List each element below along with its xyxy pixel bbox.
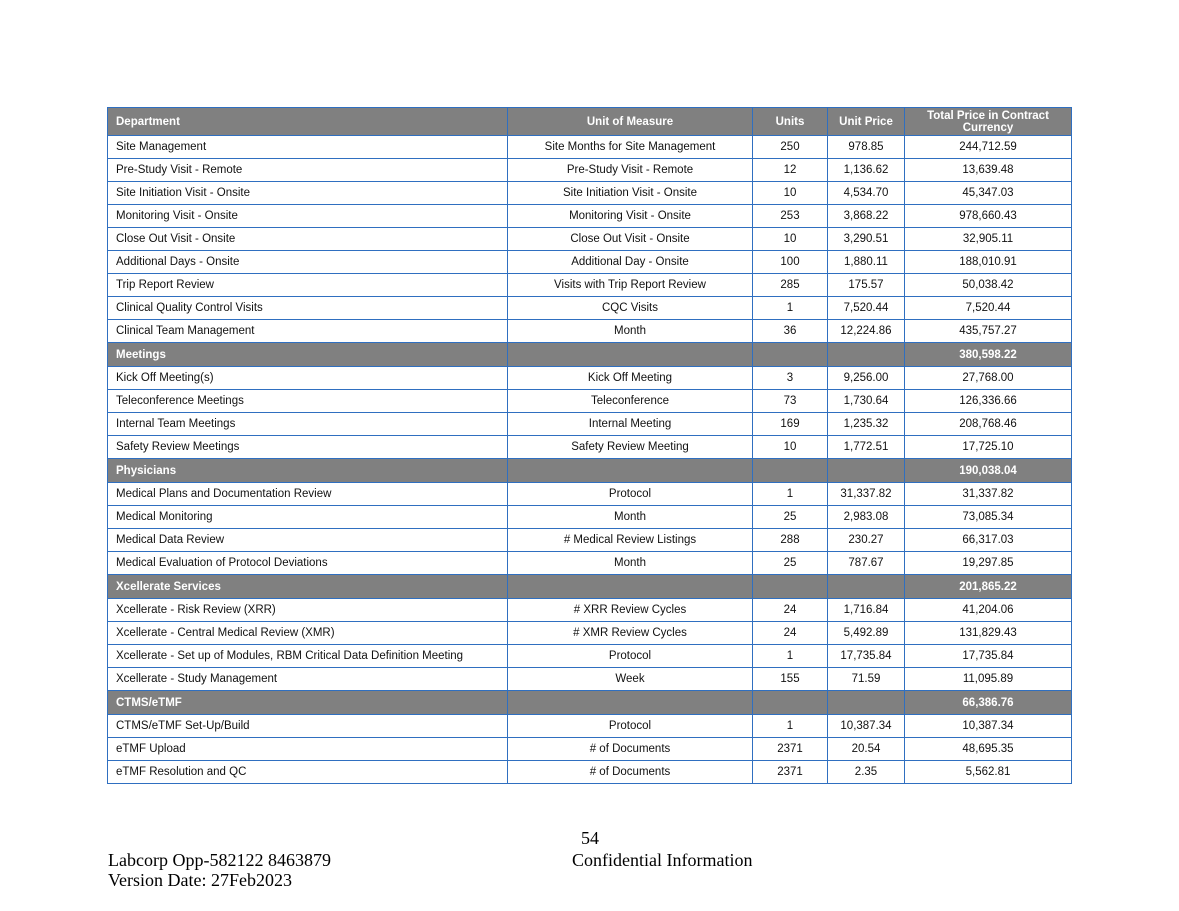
cell-unit-price: 1,880.11 xyxy=(828,251,905,274)
table-row xyxy=(108,205,1072,228)
cell-units: 100 xyxy=(753,251,828,274)
cell-department: Internal Team Meetings xyxy=(108,413,508,436)
cell-department: Xcellerate - Set up of Modules, RBM Critical Data Definition Meeting xyxy=(108,645,508,668)
cell-department: CTMS/eTMF xyxy=(108,691,508,715)
table-row xyxy=(108,136,1072,159)
cell-total-price: 50,038.42 xyxy=(905,274,1072,297)
cell-unit-of-measure: Monitoring Visit - Onsite xyxy=(508,205,753,228)
cell-units: 25 xyxy=(753,506,828,529)
cell-total-price: 17,735.84 xyxy=(905,645,1072,668)
cell-total-price: 188,010.91 xyxy=(905,251,1072,274)
cell-department: Medical Evaluation of Protocol Deviations xyxy=(108,552,508,575)
cell-department: Site Management xyxy=(108,136,508,159)
cell-unit-of-measure: Additional Day - Onsite xyxy=(508,251,753,274)
cell-unit-price: 1,136.62 xyxy=(828,159,905,182)
cell-department: Safety Review Meetings xyxy=(108,436,508,459)
cell-department: eTMF Resolution and QC xyxy=(108,761,508,784)
cell-total-price: 126,336.66 xyxy=(905,390,1072,413)
cell-unit-of-measure: Visits with Trip Report Review xyxy=(508,274,753,297)
table-row xyxy=(108,320,1072,343)
cell-unit-of-measure: # of Documents xyxy=(508,738,753,761)
cell-unit-price: 978.85 xyxy=(828,136,905,159)
cell-department: Physicians xyxy=(108,459,508,483)
cell-total-price: 208,768.46 xyxy=(905,413,1072,436)
cell-unit-of-measure xyxy=(508,343,753,367)
cell-total-price: 7,520.44 xyxy=(905,297,1072,320)
table-header-row xyxy=(108,108,1072,136)
cell-units: 1 xyxy=(753,483,828,506)
cell-unit-of-measure: # of Documents xyxy=(508,761,753,784)
cell-unit-price: 4,534.70 xyxy=(828,182,905,205)
cell-unit-price: 1,772.51 xyxy=(828,436,905,459)
cell-unit-of-measure: Protocol xyxy=(508,483,753,506)
cell-units: 3 xyxy=(753,367,828,390)
cell-department: Site Initiation Visit - Onsite xyxy=(108,182,508,205)
cell-total-price: 5,562.81 xyxy=(905,761,1072,784)
cell-total-price: 190,038.04 xyxy=(905,459,1072,483)
table-row xyxy=(108,413,1072,436)
cell-total-price: 380,598.22 xyxy=(905,343,1072,367)
cell-unit-of-measure xyxy=(508,691,753,715)
cell-total-price: 131,829.43 xyxy=(905,622,1072,645)
cell-department: Medical Plans and Documentation Review xyxy=(108,483,508,506)
cell-unit-price: 2.35 xyxy=(828,761,905,784)
cell-units: 1 xyxy=(753,715,828,738)
cell-units: 2371 xyxy=(753,738,828,761)
header-department: Department xyxy=(108,108,508,136)
table-row xyxy=(108,367,1072,390)
cell-department: Xcellerate - Study Management xyxy=(108,668,508,691)
cell-unit-price: 1,235.32 xyxy=(828,413,905,436)
cell-unit-of-measure: # XMR Review Cycles xyxy=(508,622,753,645)
confidential-label: Confidential Information xyxy=(572,850,753,870)
cell-total-price: 27,768.00 xyxy=(905,367,1072,390)
cell-department: Additional Days - Onsite xyxy=(108,251,508,274)
cell-unit-price: 31,337.82 xyxy=(828,483,905,506)
cell-units: 288 xyxy=(753,529,828,552)
table-row xyxy=(108,159,1072,182)
cell-department: Teleconference Meetings xyxy=(108,390,508,413)
cell-units: 24 xyxy=(753,622,828,645)
cell-units: 12 xyxy=(753,159,828,182)
pricing-table xyxy=(107,107,1072,784)
cell-department: Clinical Quality Control Visits xyxy=(108,297,508,320)
table-row xyxy=(108,552,1072,575)
cell-units: 155 xyxy=(753,668,828,691)
cell-department: Xcellerate - Risk Review (XRR) xyxy=(108,599,508,622)
cell-unit-of-measure xyxy=(508,459,753,483)
cell-department: Xcellerate - Central Medical Review (XMR) xyxy=(108,622,508,645)
cell-total-price: 31,337.82 xyxy=(905,483,1072,506)
table-row xyxy=(108,297,1072,320)
table-body xyxy=(108,136,1072,784)
cell-unit-of-measure: Month xyxy=(508,320,753,343)
cell-unit-of-measure: CQC Visits xyxy=(508,297,753,320)
cell-unit-price: 2,983.08 xyxy=(828,506,905,529)
cell-department: Monitoring Visit - Onsite xyxy=(108,205,508,228)
cell-unit-price: 12,224.86 xyxy=(828,320,905,343)
cell-total-price: 978,660.43 xyxy=(905,205,1072,228)
cell-unit-price: 17,735.84 xyxy=(828,645,905,668)
cell-unit-price: 10,387.34 xyxy=(828,715,905,738)
cell-department: CTMS/eTMF Set-Up/Build xyxy=(108,715,508,738)
table-row xyxy=(108,599,1072,622)
cell-unit-of-measure: Month xyxy=(508,506,753,529)
cell-total-price: 41,204.06 xyxy=(905,599,1072,622)
cell-total-price: 45,347.03 xyxy=(905,182,1072,205)
table-row xyxy=(108,622,1072,645)
header-total-price: Total Price in Contract Currency xyxy=(905,108,1072,136)
cell-department: Medical Data Review xyxy=(108,529,508,552)
cell-unit-of-measure: Week xyxy=(508,668,753,691)
cell-total-price: 244,712.59 xyxy=(905,136,1072,159)
cell-units: 285 xyxy=(753,274,828,297)
table-row xyxy=(108,668,1072,691)
cell-unit-of-measure: Internal Meeting xyxy=(508,413,753,436)
cell-total-price: 48,695.35 xyxy=(905,738,1072,761)
cell-units: 10 xyxy=(753,228,828,251)
cell-total-price: 73,085.34 xyxy=(905,506,1072,529)
table-row xyxy=(108,529,1072,552)
cell-units: 1 xyxy=(753,645,828,668)
cell-unit-price: 230.27 xyxy=(828,529,905,552)
table-row xyxy=(108,274,1072,297)
cell-unit-of-measure: Pre-Study Visit - Remote xyxy=(508,159,753,182)
cell-total-price: 32,905.11 xyxy=(905,228,1072,251)
document-id: Labcorp Opp-582122 8463879 xyxy=(108,850,331,870)
cell-unit-price: 5,492.89 xyxy=(828,622,905,645)
cell-total-price: 17,725.10 xyxy=(905,436,1072,459)
header-unit-of-measure: Unit of Measure xyxy=(508,108,753,136)
cell-department: Clinical Team Management xyxy=(108,320,508,343)
cell-units xyxy=(753,343,828,367)
cell-unit-of-measure: Teleconference xyxy=(508,390,753,413)
cell-units: 253 xyxy=(753,205,828,228)
cell-unit-of-measure: # Medical Review Listings xyxy=(508,529,753,552)
cell-total-price: 201,865.22 xyxy=(905,575,1072,599)
cell-department: Medical Monitoring xyxy=(108,506,508,529)
section-row xyxy=(108,575,1072,599)
header-unit-price: Unit Price xyxy=(828,108,905,136)
cell-units: 250 xyxy=(753,136,828,159)
cell-unit-of-measure xyxy=(508,575,753,599)
table-row xyxy=(108,483,1072,506)
cell-total-price: 11,095.89 xyxy=(905,668,1072,691)
cell-unit-price xyxy=(828,459,905,483)
cell-units: 10 xyxy=(753,182,828,205)
cell-units: 73 xyxy=(753,390,828,413)
cell-units xyxy=(753,459,828,483)
table-row xyxy=(108,761,1072,784)
page-number: 54 xyxy=(581,828,599,848)
cell-unit-of-measure: # XRR Review Cycles xyxy=(508,599,753,622)
cell-unit-of-measure: Site Months for Site Management xyxy=(508,136,753,159)
cell-unit-price: 3,290.51 xyxy=(828,228,905,251)
section-row xyxy=(108,343,1072,367)
table-row xyxy=(108,251,1072,274)
cell-unit-of-measure: Protocol xyxy=(508,715,753,738)
cell-units: 2371 xyxy=(753,761,828,784)
cell-total-price: 66,317.03 xyxy=(905,529,1072,552)
cell-unit-price xyxy=(828,343,905,367)
cell-unit-price xyxy=(828,575,905,599)
table-row xyxy=(108,506,1072,529)
cell-units: 25 xyxy=(753,552,828,575)
cell-units: 10 xyxy=(753,436,828,459)
cell-unit-of-measure: Protocol xyxy=(508,645,753,668)
table-row xyxy=(108,182,1072,205)
cell-department: Pre-Study Visit - Remote xyxy=(108,159,508,182)
table-row xyxy=(108,436,1072,459)
cell-department: Close Out Visit - Onsite xyxy=(108,228,508,251)
cell-unit-price xyxy=(828,691,905,715)
header-units: Units xyxy=(753,108,828,136)
cell-unit-of-measure: Site Initiation Visit - Onsite xyxy=(508,182,753,205)
cell-unit-price: 1,716.84 xyxy=(828,599,905,622)
cell-department: Xcellerate Services xyxy=(108,575,508,599)
cell-total-price: 19,297.85 xyxy=(905,552,1072,575)
table-row xyxy=(108,645,1072,668)
cell-unit-of-measure: Month xyxy=(508,552,753,575)
cell-department: eTMF Upload xyxy=(108,738,508,761)
cell-units: 169 xyxy=(753,413,828,436)
cell-total-price: 13,639.48 xyxy=(905,159,1072,182)
cell-total-price: 66,386.76 xyxy=(905,691,1072,715)
cell-unit-price: 175.57 xyxy=(828,274,905,297)
cell-unit-price: 20.54 xyxy=(828,738,905,761)
table-row xyxy=(108,738,1072,761)
section-row xyxy=(108,459,1072,483)
cell-units: 36 xyxy=(753,320,828,343)
cell-unit-of-measure: Kick Off Meeting xyxy=(508,367,753,390)
cell-total-price: 10,387.34 xyxy=(905,715,1072,738)
cell-units: 1 xyxy=(753,297,828,320)
cell-unit-price: 7,520.44 xyxy=(828,297,905,320)
cell-units xyxy=(753,691,828,715)
cell-unit-of-measure: Safety Review Meeting xyxy=(508,436,753,459)
cell-units xyxy=(753,575,828,599)
cell-unit-price: 3,868.22 xyxy=(828,205,905,228)
cell-unit-price: 9,256.00 xyxy=(828,367,905,390)
table-row xyxy=(108,228,1072,251)
cell-department: Meetings xyxy=(108,343,508,367)
version-date: Version Date: 27Feb2023 xyxy=(108,870,292,890)
table-row xyxy=(108,715,1072,738)
cell-department: Kick Off Meeting(s) xyxy=(108,367,508,390)
cell-unit-price: 787.67 xyxy=(828,552,905,575)
cell-units: 24 xyxy=(753,599,828,622)
cell-unit-of-measure: Close Out Visit - Onsite xyxy=(508,228,753,251)
cell-unit-price: 71.59 xyxy=(828,668,905,691)
section-row xyxy=(108,691,1072,715)
cell-unit-price: 1,730.64 xyxy=(828,390,905,413)
table-row xyxy=(108,390,1072,413)
cell-total-price: 435,757.27 xyxy=(905,320,1072,343)
cell-department: Trip Report Review xyxy=(108,274,508,297)
